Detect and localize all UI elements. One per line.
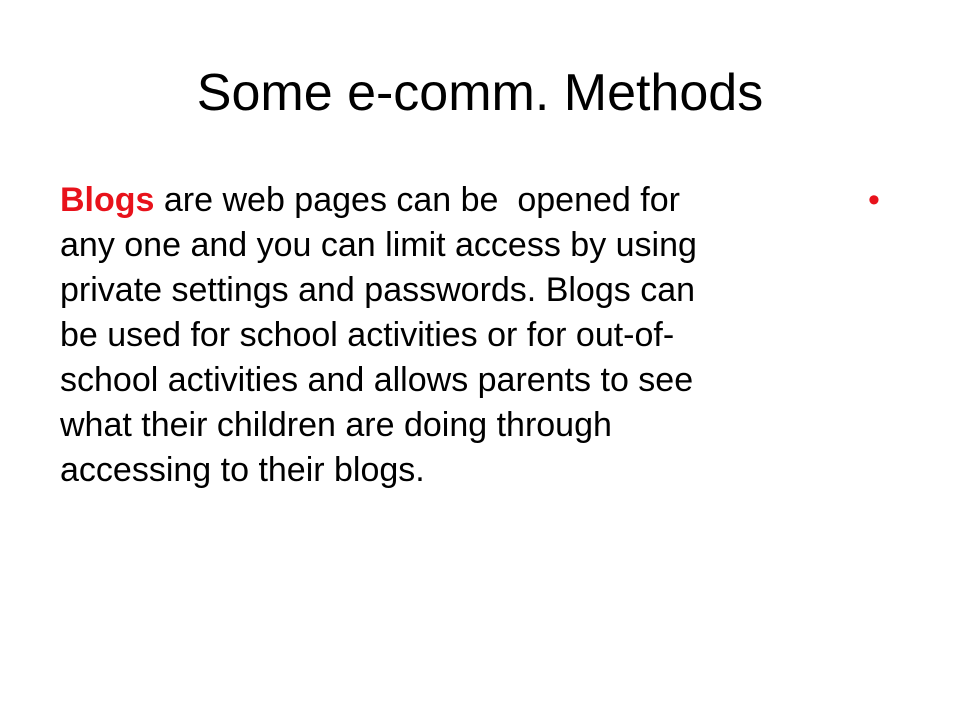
body-line: private settings and passwords. Blogs can <box>60 271 696 309</box>
body-line: any one and you can limit access by using <box>60 226 697 264</box>
body-line: what their children are doing through <box>60 406 612 444</box>
body-line: accessing to their blogs. <box>60 451 425 489</box>
bullet-marker: • <box>868 181 880 219</box>
slide-body-text <box>60 178 860 493</box>
body-line: school activities and allows parents to see <box>60 361 694 399</box>
body-line: be used for school activities or for out-of- <box>60 316 675 354</box>
highlight-term: Blogs <box>60 181 155 219</box>
body-line-text: are web pages can be opened for <box>154 181 680 219</box>
body-line <box>60 178 860 223</box>
slide-title: Some e-comm. Methods <box>196 64 764 122</box>
